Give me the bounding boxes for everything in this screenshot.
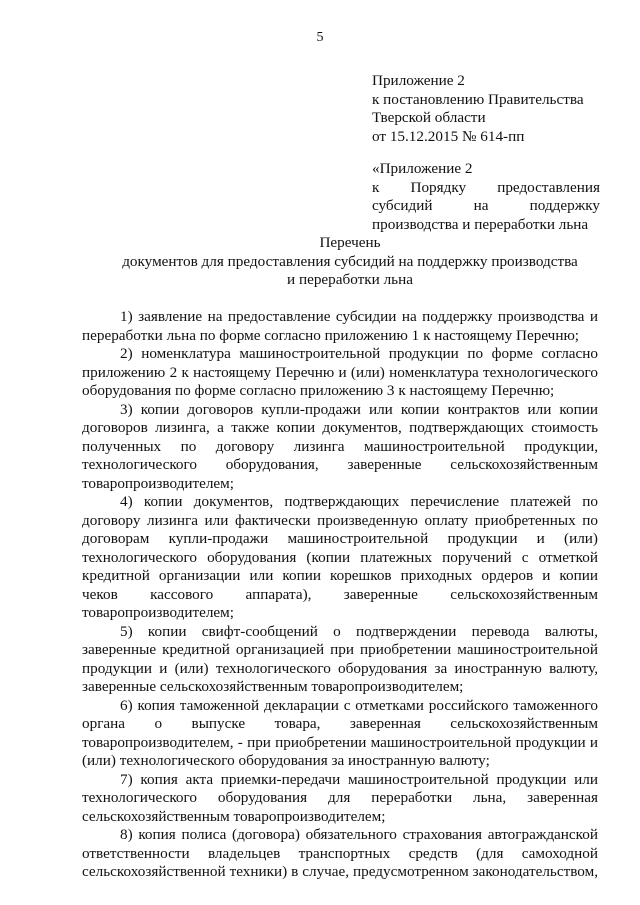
document-body	[82, 308, 598, 882]
appendix-inner-line: к Порядку предоставления	[372, 178, 600, 196]
appendix-inner	[372, 160, 600, 234]
appendix-inner-line: субсидий на поддержку	[372, 197, 600, 214]
body-line: продукции и (или) технологического оборудования за иностранную валюту,	[82, 659, 598, 677]
body-line: органа о выпуске товара, заверенная сельскохозяйственным	[82, 715, 598, 732]
title-line: и переработки льна	[287, 271, 413, 288]
body-line: оборудования по форме согласно приложению 3 к настоящему Перечню;	[82, 382, 555, 399]
body-line: 7) копия акта приемки-передачи машиностроительной продукции или	[120, 770, 598, 788]
body-line: технологического оборудования для переработки льна, заверенная	[82, 789, 598, 806]
body-line: 4) копии документов, подтверждающих перечисление платежей по	[120, 493, 598, 510]
body-line: товаропроизводителем;	[82, 474, 234, 492]
body-line: договору лизинга или фактически произведенную оплату приобретенных по	[82, 511, 598, 529]
appendix-header	[372, 72, 604, 146]
body-line: 3) копии договоров купли-продажи или копии контрактов или копии	[120, 400, 598, 418]
body-line: товаропроизводителем, - при приобретении машиностроительной продукции и	[82, 733, 598, 751]
body-line: товаропроизводителем;	[82, 604, 234, 621]
body-line: приложению 2 к настоящему Перечню и (или) номенклатура технологического	[82, 363, 598, 381]
body-line: заверенные сельскохозяйственным товаропроизводителем;	[82, 678, 464, 695]
body-line: 2) номенклатура машиностроительной продукции по форме согласно	[120, 345, 598, 362]
appendix-inner-line: «Приложение 2	[372, 160, 473, 177]
body-line: кредитной организации или копии корешков приходных ордеров и копии	[82, 567, 598, 584]
body-line: сельскохозяйственным товаропроизводителем;	[82, 807, 386, 825]
body-line: полученных по договору лизинга машиностроительной продукции,	[82, 437, 598, 455]
body-line: договорам купли-продажи машиностроительной продукции и (или)	[82, 530, 598, 547]
body-line: заверенные кредитной организацией при приобретении машиностроительной	[82, 641, 598, 658]
appendix-header-line: Приложение 2	[372, 72, 465, 89]
body-line: ответственности владельцев транспортных средств (для самоходной	[82, 844, 598, 862]
body-line: переработки льна по форме согласно приложению 1 к настоящему Перечню;	[82, 326, 580, 344]
body-line: сельскохозяйственной техники) в случае, предусмотренном законодательством,	[82, 863, 598, 880]
body-line: 6) копия таможенной декларации с отметками российского таможенного	[120, 696, 598, 714]
body-line: технологического оборудования, заверенные сельскохозяйственным	[82, 456, 598, 473]
body-line: технологического оборудования (копии платежных поручений с отметкой	[82, 548, 598, 566]
body-line: 8) копия полиса (договора) обязательного страхования автогражданской	[120, 826, 598, 843]
document-title	[60, 234, 640, 290]
title-line: Перечень	[319, 234, 381, 251]
body-line: 1) заявление на предоставление субсидии на поддержку производства и	[120, 308, 598, 325]
appendix-header-line: к постановлению Правительства	[372, 90, 584, 108]
appendix-header-line: от 15.12.2015 № 614-пп	[372, 127, 525, 145]
page-number: 5	[316, 30, 324, 45]
appendix-header-line: Тверской области	[372, 109, 486, 126]
body-line: договоров лизинга, а также копии документов, подтверждающих стоимость	[82, 419, 598, 436]
body-line: (или) технологического оборудования за иностранную валюту;	[82, 752, 490, 769]
title-line: документов для предоставления субсидий на поддержку производства	[122, 252, 578, 270]
body-line: 5) копии свифт-сообщений о подтверждении перевода валюты,	[120, 622, 598, 640]
appendix-inner-line: производства и переработки льна	[372, 215, 589, 233]
body-line: чеков кассового аппарата), заверенные сельскохозяйственным	[82, 585, 598, 603]
